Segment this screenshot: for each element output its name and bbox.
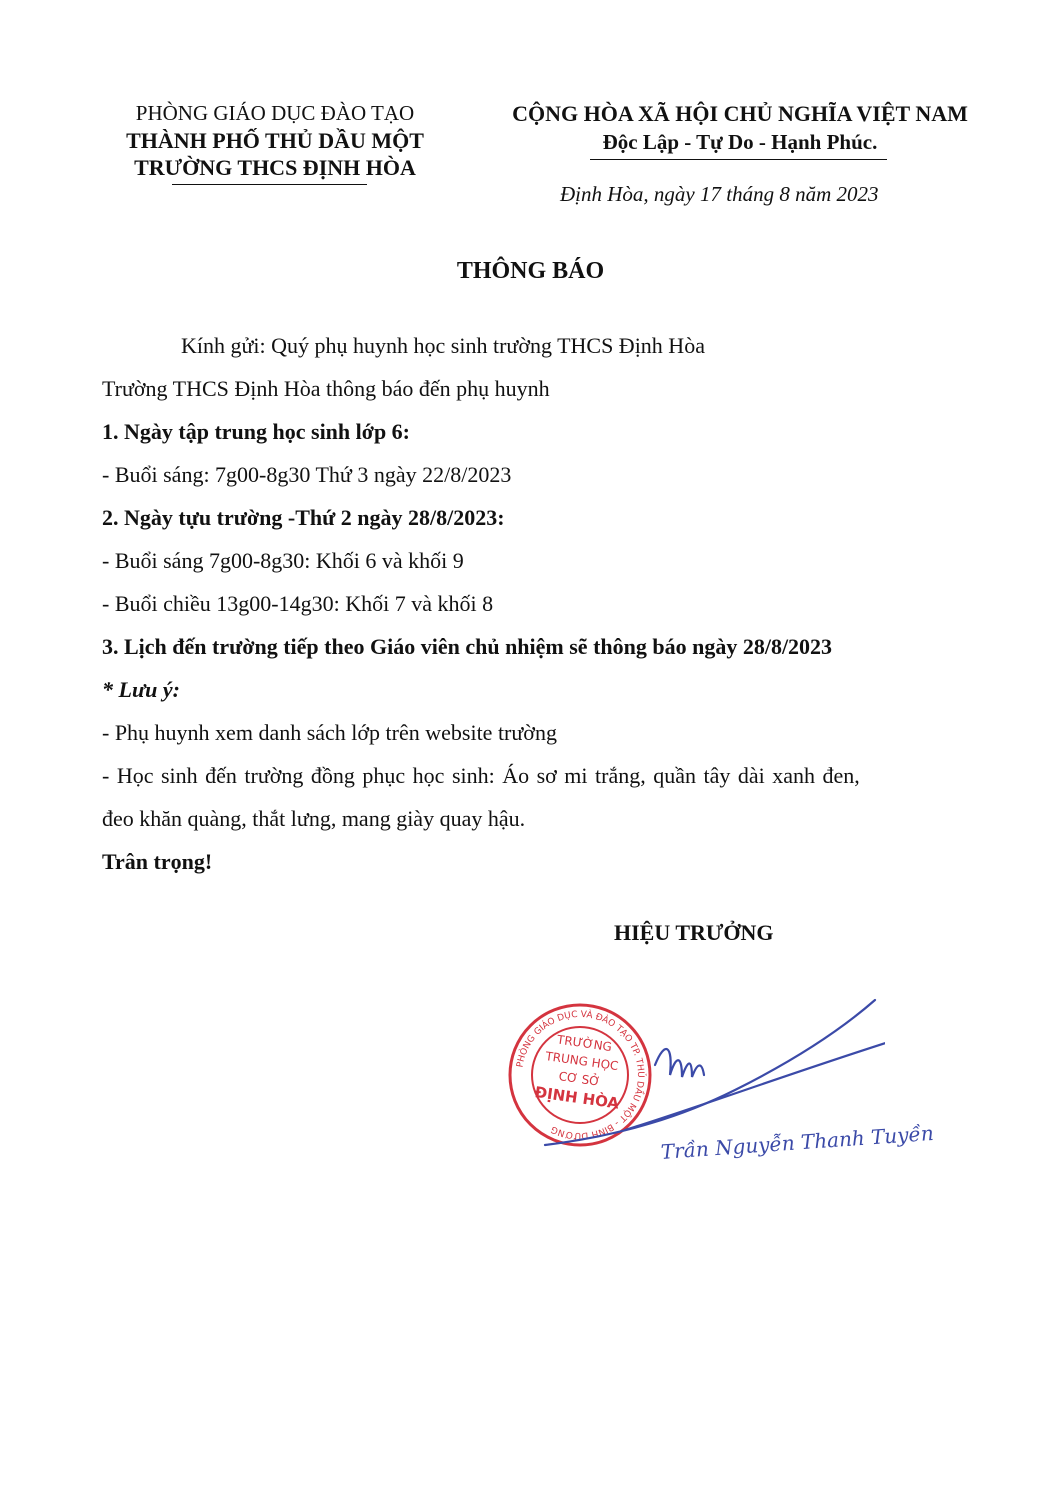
note-item-website: - Phụ huynh xem danh sách lớp trên website trường: [102, 720, 557, 745]
section1-heading: 1. Ngày tập trung học sinh lớp 6:: [102, 419, 411, 444]
header-right-underline: [590, 159, 887, 160]
seal-line-3: CƠ SỞ: [557, 1069, 602, 1089]
signer-title: HIỆU TRƯỞNG: [614, 920, 774, 945]
salutation: Kính gửi: Quý phụ huynh học sinh trường THCS Định Hòa: [181, 333, 705, 358]
school-name: TRƯỜNG THCS ĐỊNH HÒA: [134, 155, 416, 180]
department-name: PHÒNG GIÁO DỤC ĐÀO TẠO: [135, 101, 415, 125]
city-name: THÀNH PHỐ THỦ DẦU MỘT: [126, 128, 424, 153]
note-heading: * Lưu ý:: [102, 677, 180, 702]
seal-line-4: ĐỊNH HÒA: [533, 1082, 621, 1113]
note-item-uniform: - Học sinh đến trường đồng phục học sinh: Áo sơ mi trắng, quần tây dài xanh đen,: [102, 763, 860, 788]
date-line: Định Hòa, ngày 17 tháng 8 năm 2023: [560, 182, 879, 206]
document-title: THÔNG BÁO: [456, 258, 605, 284]
header-left-underline: [172, 184, 367, 185]
seal-line-1: TRƯỜNG: [556, 1032, 613, 1055]
country-name: CỘNG HÒA XÃ HỘI CHỦ NGHĨA VIỆT NAM: [512, 101, 968, 126]
section3-heading: 3. Lịch đến trường tiếp theo Giáo viên chủ nhiệm sẽ thông báo ngày 28/8/2023: [102, 634, 833, 659]
section2-item-afternoon: - Buổi chiều 13g00-14g30: Khối 7 và khối 8: [102, 591, 494, 616]
national-motto: [490, 100, 990, 156]
intro-line: Trường THCS Định Hòa thông báo đến phụ huynh: [102, 376, 550, 401]
issuing-authority: [100, 100, 450, 181]
section2-item-morning: - Buổi sáng 7g00-8g30: Khối 6 và khối 9: [102, 548, 464, 573]
seal-line-2: TRUNG HỌC: [544, 1049, 620, 1074]
signer-name: Trần Nguyễn Thanh Tuyền: [660, 1120, 935, 1164]
section1-item: - Buổi sáng: 7g00-8g30 Thứ 3 ngày 22/8/2023: [102, 462, 512, 487]
section2-heading: 2. Ngày tựu trường -Thứ 2 ngày 28/8/2023:: [102, 505, 505, 530]
closing: Trân trọng!: [102, 849, 213, 874]
motto: Độc Lập - Tự Do - Hạnh Phúc.: [602, 130, 878, 154]
seal-outer-text: PHÒNG GIÁO DỤC VÀ ĐÀO TẠO TP. THỦ DẦU MỘT - BÌNH DƯƠNG: [515, 1009, 646, 1141]
note-item-uniform-cont: đeo khăn quàng, thắt lưng, mang giày quay hậu.: [102, 806, 526, 831]
